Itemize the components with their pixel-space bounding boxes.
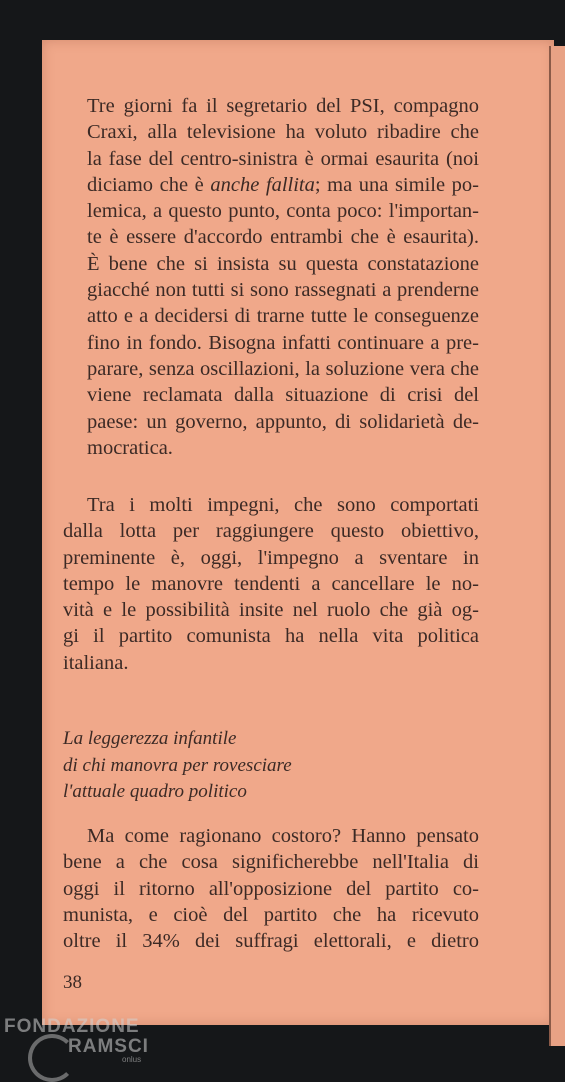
paragraph-1 (63, 93, 479, 461)
text-line: oggi il ritorno all'opposizione del partito co- (63, 877, 479, 900)
heading-line: di chi manovra per rovesciare (63, 754, 292, 776)
watermark (4, 1016, 149, 1064)
text-line: giacché non tutti si sono rassegnati a prenderne (87, 279, 479, 302)
page-number: 38 (63, 972, 82, 993)
text-line: paese: un governo, appunto, di solidarietà de- (87, 410, 479, 433)
text-line: la fase del centro-sinistra è ormai esaurita (noi (87, 147, 479, 170)
text-line: parare, senza oscillazioni, la soluzione vera che (87, 357, 479, 380)
watermark-line-1: FONDAZIONE (4, 1016, 140, 1037)
text-line: te è essere d'accordo entrambi che è esaurita). (87, 226, 479, 249)
text-line: gi il partito comunista ha nella vita politica (63, 625, 479, 648)
text-line: È bene che si insista su questa constatazione (87, 252, 479, 275)
text-line: Tre giorni fa il segretario del PSI, compagno (87, 95, 479, 117)
text-line: fino in fondo. Bisogna infatti continuare a pre- (87, 331, 479, 354)
watermark-line-2: RAMSCI (68, 1036, 149, 1057)
heading-line: La leggerezza infantile (63, 728, 237, 749)
text-line: vità e le possibilità insite nel ruolo che già og- (63, 599, 479, 622)
text-line-with-emphasis: diciamo che è anche fallita; ma una simile po- (87, 173, 479, 196)
watermark-sub: onlus (122, 1055, 142, 1064)
section-heading (63, 726, 292, 806)
text-line: munista, e cioè del partito che ha ricevuto (63, 903, 479, 926)
text-line: Ma come ragionano costoro? Hanno pensato (87, 825, 479, 847)
emphasis-text: anche fallita (210, 173, 315, 196)
paragraph-3 (63, 823, 479, 954)
text-line: lemica, a questo punto, conta poco: l'importan- (87, 200, 479, 223)
next-page-edge (549, 46, 565, 1046)
text-line: bene a che cosa significherebbe nell'Italia di (63, 851, 479, 874)
text-line: mocratica. (87, 436, 173, 459)
text-line: atto e a decidersi di trarne tutte le conseguenze (87, 305, 479, 328)
paragraph-2 (63, 492, 479, 676)
text-line: oltre il 34% dei suffragi elettorali, e dietro (63, 930, 479, 953)
text-line: italiana. (63, 651, 129, 674)
text-line: dalla lotta per raggiungere questo obiettivo, (63, 520, 479, 543)
text-line: viene reclamata dalla situazione di crisi del (87, 384, 479, 407)
text-line: tempo le manovre tendenti a cancellare le no- (63, 572, 479, 595)
text-line: Tra i molti impegni, che sono comportati (87, 494, 479, 516)
heading-line: l'attuale quadro politico (63, 781, 247, 802)
text-line: preminente è, oggi, l'impegno a sventare in (63, 546, 479, 569)
text-line: Craxi, alla televisione ha voluto ribadire che (87, 121, 479, 144)
